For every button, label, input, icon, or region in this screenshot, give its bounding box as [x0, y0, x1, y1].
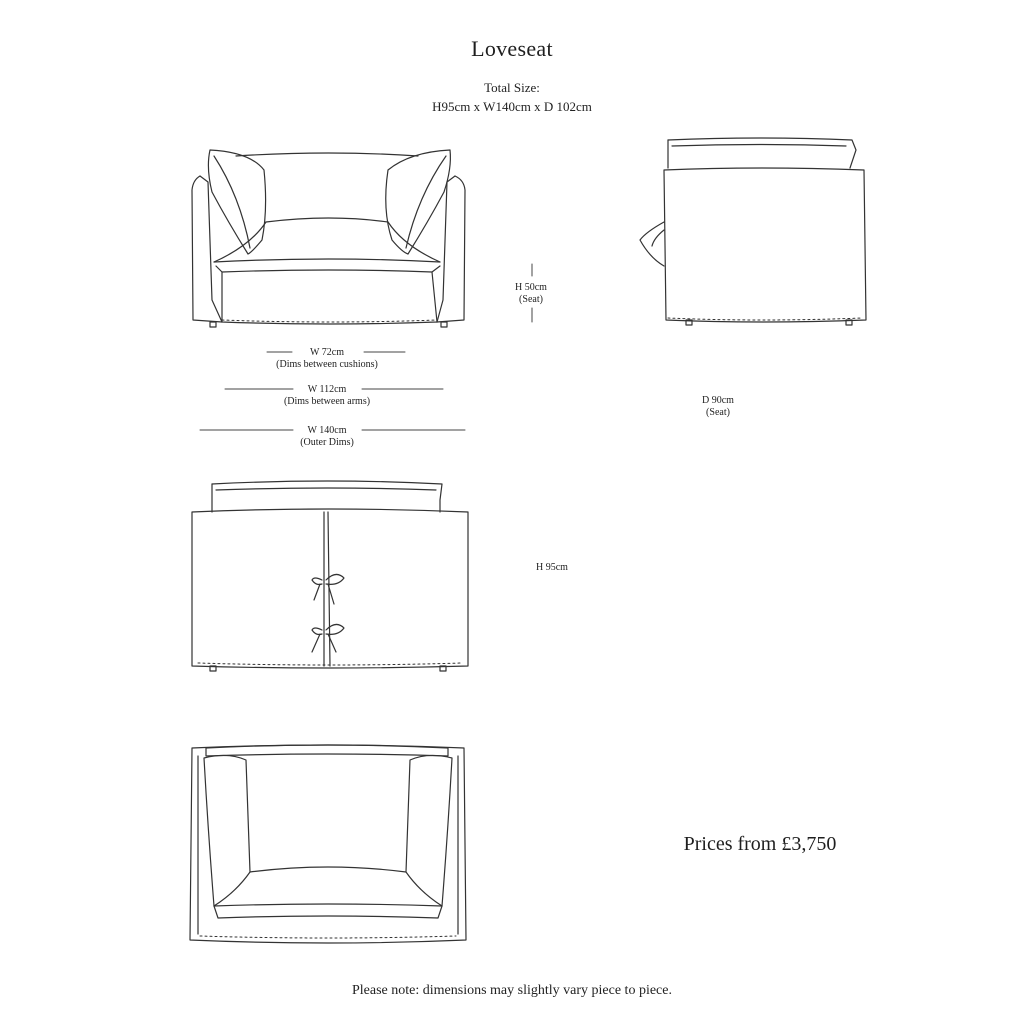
between-cushions-note: (Dims between cushions) [276, 359, 378, 370]
seat-depth-value: D 90cm [702, 395, 734, 406]
seat-height-value: H 50cm [515, 282, 547, 293]
total-size-value: H95cm x W140cm x D 102cm [432, 99, 592, 114]
seat-depth-note: (Seat) [706, 407, 730, 418]
footer-note: Please note: dimensions may slightly vary piece to piece. [352, 983, 672, 998]
between-arms-note: (Dims between arms) [283, 396, 371, 407]
total-size-label: Total Size: [484, 80, 540, 95]
seat-height-note: (Seat) [519, 294, 543, 305]
outer-dim-note: (Outer Dims) [300, 437, 354, 448]
between-arms-value: W 112cm [307, 384, 347, 395]
between-cushions-value: W 72cm [310, 347, 344, 358]
side-view-drawing [640, 138, 866, 325]
height-value: H 95cm [536, 562, 568, 573]
top-view-drawing [190, 745, 466, 943]
front-view-drawing [192, 150, 465, 327]
page-title: Loveseat [471, 36, 553, 61]
price-label: Prices from £3,750 [683, 833, 837, 855]
outer-dim-value: W 140cm [307, 425, 347, 436]
back-view-drawing [192, 481, 468, 671]
dimension-lines [200, 264, 532, 430]
